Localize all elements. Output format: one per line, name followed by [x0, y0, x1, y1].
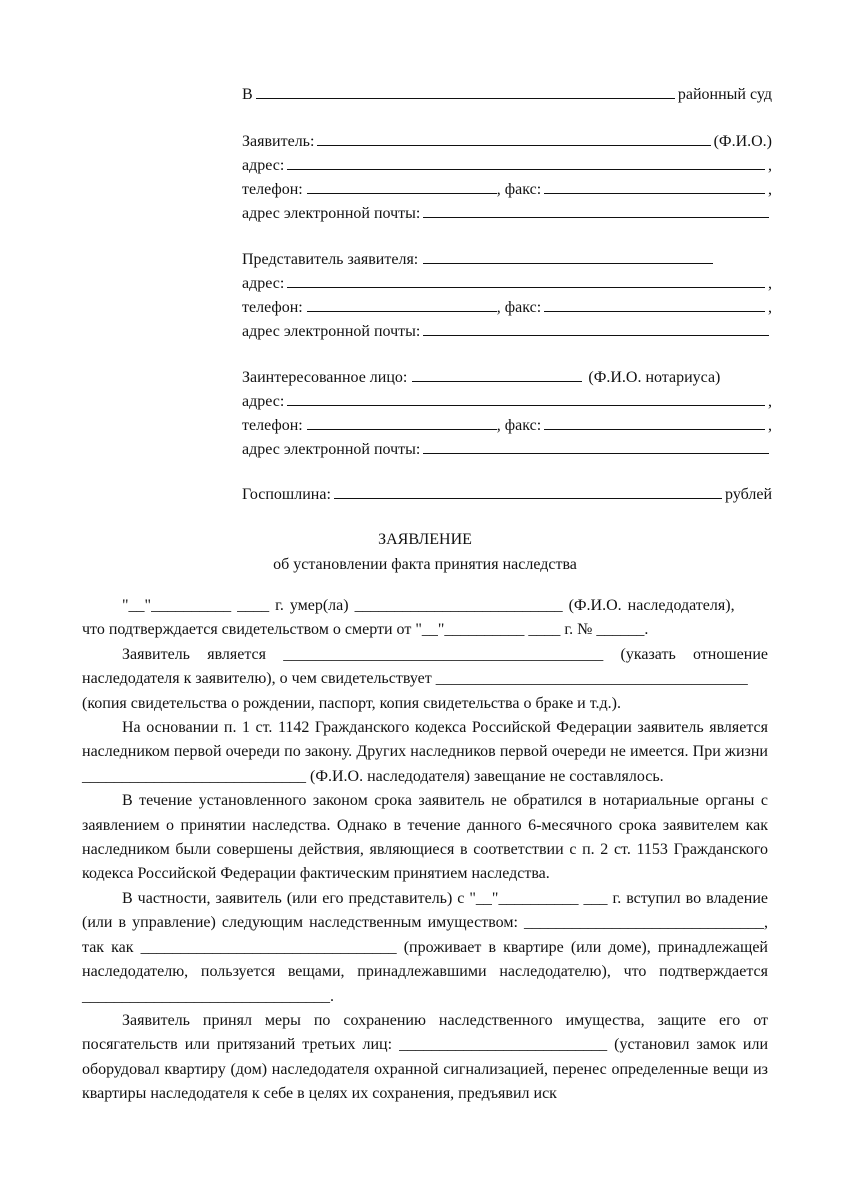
phone-label: телефон: [242, 417, 303, 434]
paragraph-relation-cont: наследодателя к заявителю), о чем свидетельствует _______________________________________ [82, 670, 748, 688]
representative-name-blank[interactable] [423, 246, 713, 264]
address-label: адрес: [242, 157, 285, 174]
interested-address-blank[interactable] [287, 388, 765, 406]
interested-party-block [242, 364, 772, 460]
email-label: адрес электронной почты: [242, 441, 421, 458]
phone-label: телефон: [242, 181, 303, 198]
email-label: адрес электронной почты: [242, 205, 421, 222]
document-title: ЗАЯВЛЕНИЕ [378, 531, 472, 548]
notary-name-blank[interactable] [412, 364, 582, 382]
paragraph-relation-docs: (копия свидетельства о рождении, паспорт, копия свидетельства о браке и т.д.). [82, 694, 621, 712]
document-subtitle: об установлении факта принятия наследства [273, 556, 577, 573]
comma: , [768, 275, 772, 292]
representative-phone-blank[interactable] [307, 294, 497, 312]
representative-email-blank[interactable] [423, 318, 769, 336]
comma: , [768, 393, 772, 410]
paragraph-legal-basis: На основании п. 1 ст. 1142 Гражданского кодекса Российской Федерации заявитель является наследником первой очереди по закону. Других наследников первой очереди не имеется. При жизни ____________________________ (Ф.И.О. наследодателя) завещание не составлялось. [82, 719, 768, 785]
fee-amount-blank[interactable] [334, 481, 722, 499]
representative-fax-blank[interactable] [544, 294, 765, 312]
representative-label: Представитель заявителя: [242, 251, 419, 268]
paragraph-protection: Заявитель принял меры по сохранению наследственного имущества, защите его от посягательств или притязаний третьих лиц: __________________________ (установил замок или оборудовал квартиру (дом) наследодателя охранной сигнализацией, перенес определенные вещи из квартиры наследодателя к себе в целях их сохранения, предъявил иск [82, 1011, 768, 1103]
court-name-blank[interactable] [256, 81, 675, 99]
applicant-email-blank[interactable] [423, 200, 769, 218]
court-block [242, 81, 772, 105]
applicant-fax-blank[interactable] [544, 176, 765, 194]
email-label: адрес электронной почты: [242, 323, 421, 340]
applicant-name-blank[interactable] [317, 128, 710, 146]
comma: , [768, 157, 772, 174]
fee-suffix: рублей [725, 486, 772, 503]
paragraph-term: В течение установленного законом срока заявитель не обратился в нотариальные органы с заявлением о принятии наследства. Однако в течение данного 6-месячного срока заявителем как наследником были совершены действия, являющиеся в соответствии с п. 2 ст. 1153 Гражданского кодекса Российской Федерации фактическим принятием наследства. [82, 792, 768, 883]
comma: , [768, 299, 772, 316]
paragraph-relation: Заявитель является ________________________________________ (указать отношение [122, 645, 768, 663]
paragraph-possession: В частности, заявитель (или его представитель) с "__"__________ ___ г. вступил во владение (или в управление) следующим наследственным имуществом: ______________________________, так как ________________________________ (проживает в квартире (или доме), принадлежащей наследодателю, пользуется вещами, принадлежавшими наследодателю), что подтверждается _______________________________. [82, 889, 768, 1005]
applicant-block [242, 128, 772, 224]
court-prefix: В [242, 86, 253, 103]
interested-phone-blank[interactable] [307, 412, 497, 430]
fax-label: , факс: [496, 181, 542, 198]
paragraph-death: "__"__________ ____ г. умер(ла) __________________________ (Ф.И.О. наследодателя), [122, 597, 735, 614]
comma: , [768, 417, 772, 434]
interested-label: Заинтересованное лицо: [242, 369, 408, 386]
phone-label: телефон: [242, 299, 303, 316]
fax-label: , факс: [496, 299, 542, 316]
address-label: адрес: [242, 275, 285, 292]
court-suffix: районный суд [677, 86, 772, 103]
comma: , [768, 181, 772, 198]
representative-block [242, 246, 772, 342]
fee-label: Госпошлина: [242, 486, 331, 503]
fee-block [242, 481, 772, 505]
applicant-note: (Ф.И.О.) [713, 133, 772, 150]
paragraph-death-cont: что подтверждается свидетельством о смерти от "__"__________ ____ г. № ______. [82, 621, 649, 639]
applicant-address-blank[interactable] [287, 152, 765, 170]
applicant-phone-blank[interactable] [307, 176, 497, 194]
fax-label: , факс: [496, 417, 542, 434]
statement-body [82, 594, 768, 1107]
interested-fax-blank[interactable] [544, 412, 765, 430]
address-label: адрес: [242, 393, 285, 410]
document-title-block [0, 527, 850, 577]
interested-note: (Ф.И.О. нотариуса) [588, 369, 721, 386]
interested-email-blank[interactable] [423, 436, 769, 454]
applicant-label: Заявитель: [242, 133, 315, 150]
representative-address-blank[interactable] [287, 270, 765, 288]
